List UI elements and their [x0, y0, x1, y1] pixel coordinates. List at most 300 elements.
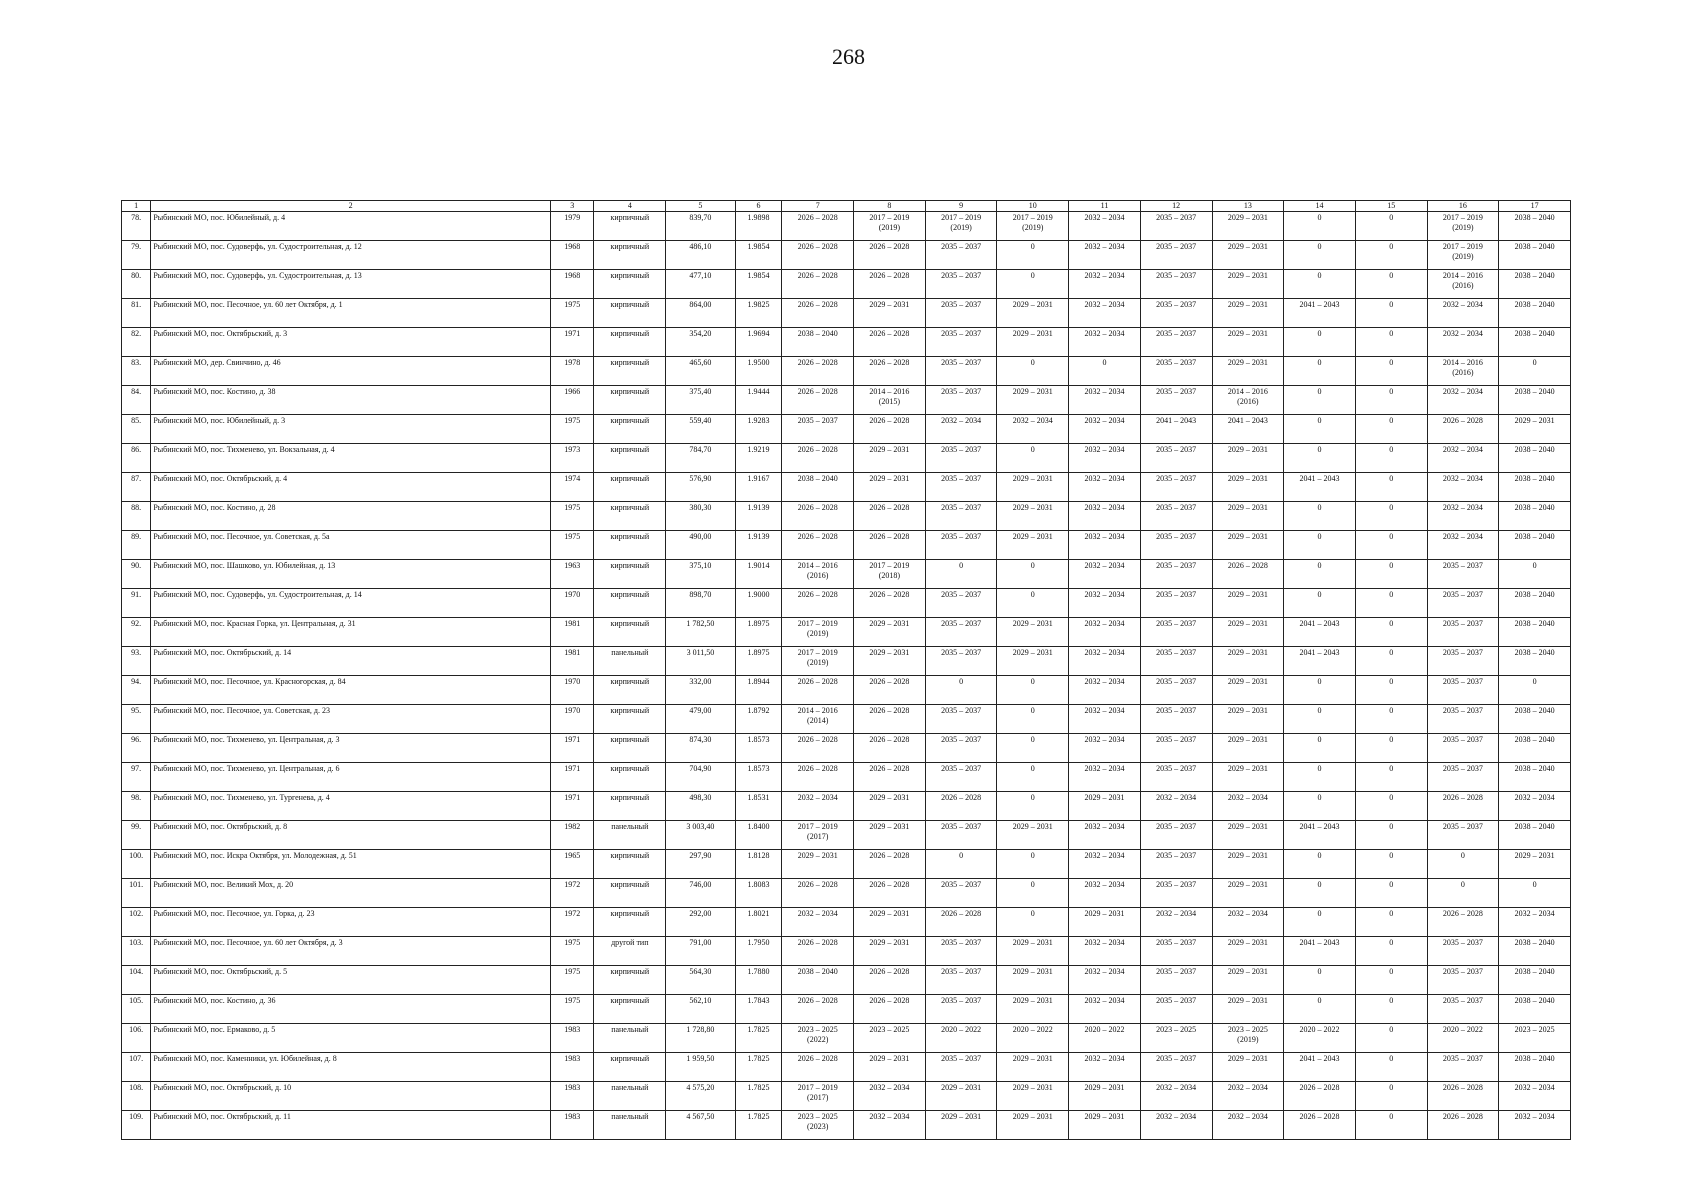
table-cell: 106. [122, 1024, 151, 1053]
cell-line: 2023 – 2025 [797, 1025, 838, 1034]
cell-line: 2029 – 2031 [869, 938, 910, 947]
cell-line: 2029 – 2031 [1227, 619, 1268, 628]
table-cell: панельный [594, 1111, 666, 1140]
cell-line: 0 [1317, 445, 1322, 454]
cell-line: 2029 – 2031 [941, 1083, 982, 1092]
cell-line: 2017 – 2019 [869, 213, 910, 222]
cell-line: 2014 – 2016 [797, 561, 838, 570]
table-cell [997, 618, 1069, 647]
cell-line: 2026 – 2028 [1227, 561, 1268, 570]
cell-line: 2032 – 2034 [1084, 329, 1125, 338]
table-cell [1140, 531, 1212, 560]
table-cell: панельный [594, 1024, 666, 1053]
table-cell [925, 618, 997, 647]
table-cell [997, 531, 1069, 560]
table-cell: Рыбинский МО, пос. Октябрьский, д. 5 [151, 966, 551, 995]
cell-line: 2035 – 2037 [941, 764, 982, 773]
table-cell: кирпичный [594, 734, 666, 763]
table-cell: 1963 [551, 560, 594, 589]
table-cell [854, 734, 926, 763]
cell-line: 2035 – 2037 [1442, 590, 1483, 599]
table-cell [1284, 357, 1356, 386]
cell-line: 2035 – 2037 [1442, 735, 1483, 744]
table-cell [1499, 589, 1571, 618]
cell-line: 2029 – 2031 [1227, 967, 1268, 976]
table-cell: 104. [122, 966, 151, 995]
table-cell: Рыбинский МО, пос. Судоверфь, ул. Судостроительная, д. 14 [151, 589, 551, 618]
table-cell [854, 908, 926, 937]
cell-line: 2029 – 2031 [1227, 445, 1268, 454]
cell-line: 2035 – 2037 [1156, 503, 1197, 512]
table-cell [925, 589, 997, 618]
table-cell [1069, 763, 1141, 792]
cell-line: 2026 – 2028 [869, 706, 910, 715]
cell-line: 2029 – 2031 [1227, 764, 1268, 773]
table-cell [1069, 792, 1141, 821]
table-row [122, 734, 1571, 763]
table-cell: 1983 [551, 1053, 594, 1082]
cell-line: 0 [1389, 329, 1394, 338]
cell-line: 2029 – 2031 [1012, 300, 1053, 309]
table-cell [1140, 473, 1212, 502]
table-cell [1069, 908, 1141, 937]
table-cell: кирпичный [594, 879, 666, 908]
cell-line: 0 [1389, 822, 1394, 831]
table-cell: 107. [122, 1053, 151, 1082]
cell-line: 2026 – 2028 [1442, 1083, 1483, 1092]
cell-line: 2038 – 2040 [1514, 329, 1555, 338]
table-cell [1069, 589, 1141, 618]
cell-line: 2014 – 2016 [1442, 271, 1483, 280]
cell-line: 2035 – 2037 [1156, 358, 1197, 367]
table-cell [1355, 908, 1427, 937]
table-cell [997, 560, 1069, 589]
table-cell [1499, 647, 1571, 676]
table-cell [1069, 676, 1141, 705]
cell-line: 2023 – 2025 [1227, 1025, 1268, 1034]
table-cell [1212, 850, 1284, 879]
cell-line: (2019) [1237, 1035, 1259, 1044]
table-cell [1140, 589, 1212, 618]
table-cell [854, 212, 926, 241]
table-cell [1355, 792, 1427, 821]
table-cell [1069, 647, 1141, 676]
cell-line: 0 [1317, 503, 1322, 512]
table-cell [1140, 299, 1212, 328]
table-cell: 1.9219 [735, 444, 782, 473]
table-cell [782, 937, 854, 966]
table-cell: 559,40 [666, 415, 736, 444]
cell-line: 2032 – 2034 [797, 793, 838, 802]
cell-line: 2023 – 2025 [1514, 1025, 1555, 1034]
cell-line: 2032 – 2034 [1084, 532, 1125, 541]
table-cell: Рыбинский МО, пос. Октябрьский, д. 14 [151, 647, 551, 676]
table-cell [1427, 937, 1499, 966]
table-cell: Рыбинский МО, пос. Октябрьский, д. 4 [151, 473, 551, 502]
column-header: 5 [666, 201, 736, 212]
table-cell: 1975 [551, 966, 594, 995]
cell-line: 0 [1389, 1083, 1394, 1092]
table-cell [1212, 328, 1284, 357]
cell-line: 2035 – 2037 [941, 822, 982, 831]
cell-line: 2038 – 2040 [1514, 1054, 1555, 1063]
table-cell [1427, 1024, 1499, 1053]
cell-line: 0 [1030, 793, 1035, 802]
table-row [122, 328, 1571, 357]
table-cell: Рыбинский МО, пос. Песочное, ул. Красногорская, д. 84 [151, 676, 551, 705]
cell-line: 2026 – 2028 [1299, 1112, 1340, 1121]
table-cell: 1.9139 [735, 531, 782, 560]
table-cell [997, 647, 1069, 676]
table-cell [1427, 850, 1499, 879]
table-cell [1212, 676, 1284, 705]
cell-line: 2029 – 2031 [1012, 1083, 1053, 1092]
cell-line: 2029 – 2031 [1012, 329, 1053, 338]
table-cell: Рыбинский МО, пос. Каменники, ул. Юбилейная, д. 8 [151, 1053, 551, 1082]
table-body [122, 201, 1571, 1140]
cell-line: 2035 – 2037 [1156, 387, 1197, 396]
table-cell [1069, 995, 1141, 1024]
table-cell [854, 241, 926, 270]
cell-line: 2032 – 2034 [1156, 1112, 1197, 1121]
table-cell [997, 415, 1069, 444]
table-row [122, 212, 1571, 241]
table-cell [782, 966, 854, 995]
table-cell [854, 357, 926, 386]
cell-line: 2035 – 2037 [1156, 677, 1197, 686]
table-cell: кирпичный [594, 386, 666, 415]
table-cell [1140, 705, 1212, 734]
cell-line: 0 [1317, 358, 1322, 367]
cell-line: 2032 – 2034 [1084, 503, 1125, 512]
cell-line: 2035 – 2037 [1442, 648, 1483, 657]
cell-line: (2019) [807, 629, 829, 638]
column-header: 8 [854, 201, 926, 212]
table-cell [1427, 763, 1499, 792]
table-cell: 1.9444 [735, 386, 782, 415]
cell-line: 2038 – 2040 [1514, 619, 1555, 628]
table-cell: кирпичный [594, 473, 666, 502]
table-cell [1140, 937, 1212, 966]
table-cell: 79. [122, 241, 151, 270]
table-cell [1355, 241, 1427, 270]
table-cell: 498,30 [666, 792, 736, 821]
table-cell [854, 444, 926, 473]
column-header: 6 [735, 201, 782, 212]
cell-line: 0 [1317, 764, 1322, 773]
cell-line: 0 [1532, 880, 1537, 889]
cell-line: 2026 – 2028 [869, 677, 910, 686]
table-cell: кирпичный [594, 995, 666, 1024]
table-cell [782, 1082, 854, 1111]
table-cell: кирпичный [594, 705, 666, 734]
cell-line: 2035 – 2037 [1442, 967, 1483, 976]
table-header-row [122, 201, 1571, 212]
cell-line: 2014 – 2016 [1442, 358, 1483, 367]
cell-line: 2032 – 2034 [1514, 1112, 1555, 1121]
cell-line: 2038 – 2040 [1514, 300, 1555, 309]
cell-line: 2032 – 2034 [1084, 300, 1125, 309]
table-cell: 1981 [551, 647, 594, 676]
table-cell [1069, 560, 1141, 589]
cell-line: 2032 – 2034 [1084, 561, 1125, 570]
cell-line: 2035 – 2037 [941, 474, 982, 483]
table-cell [1427, 560, 1499, 589]
table-cell [854, 1053, 926, 1082]
table-row [122, 415, 1571, 444]
table-cell [1212, 734, 1284, 763]
table-cell [1140, 357, 1212, 386]
table-cell [997, 357, 1069, 386]
table-cell [997, 705, 1069, 734]
table-cell [1499, 995, 1571, 1024]
table-cell [782, 328, 854, 357]
table-cell [1284, 444, 1356, 473]
table-cell [1069, 879, 1141, 908]
table-cell: Рыбинский МО, пос. Октябрьский, д. 8 [151, 821, 551, 850]
table-cell [782, 1053, 854, 1082]
cell-line: 2026 – 2028 [869, 358, 910, 367]
cell-line: 2026 – 2028 [797, 764, 838, 773]
table-cell: панельный [594, 647, 666, 676]
table-cell [1355, 850, 1427, 879]
column-header: 14 [1284, 201, 1356, 212]
cell-line: 2035 – 2037 [941, 619, 982, 628]
table-cell [925, 937, 997, 966]
table-cell: 1972 [551, 879, 594, 908]
table-cell [997, 444, 1069, 473]
cell-line: 2032 – 2034 [1084, 880, 1125, 889]
table-cell [997, 299, 1069, 328]
table-cell [1069, 473, 1141, 502]
cell-line: 2026 – 2028 [797, 300, 838, 309]
cell-line: 2029 – 2031 [1012, 648, 1053, 657]
table-cell: 1.9898 [735, 212, 782, 241]
table-cell [854, 1082, 926, 1111]
cell-line: 2038 – 2040 [1514, 764, 1555, 773]
table-cell [1069, 937, 1141, 966]
table-cell: 84. [122, 386, 151, 415]
table-cell [997, 937, 1069, 966]
cell-line: 2035 – 2037 [941, 242, 982, 251]
table-cell: кирпичный [594, 763, 666, 792]
table-cell: 85. [122, 415, 151, 444]
cell-line: 2032 – 2034 [1084, 822, 1125, 831]
cell-line: 2035 – 2037 [1156, 300, 1197, 309]
table-cell [1427, 502, 1499, 531]
cell-line: (2016) [1452, 368, 1474, 377]
table-cell [997, 386, 1069, 415]
table-cell [1427, 473, 1499, 502]
table-cell [1284, 241, 1356, 270]
cell-line: 2026 – 2028 [869, 416, 910, 425]
cell-line: 2032 – 2034 [1084, 445, 1125, 454]
cell-line: 2032 – 2034 [1084, 996, 1125, 1005]
table-cell [1212, 531, 1284, 560]
table-cell [997, 1082, 1069, 1111]
cell-line: 0 [1389, 967, 1394, 976]
table-cell [1355, 560, 1427, 589]
cell-line: 2032 – 2034 [1084, 213, 1125, 222]
cell-line: 2017 – 2019 [941, 213, 982, 222]
table-cell [1069, 966, 1141, 995]
table-row [122, 676, 1571, 705]
table-cell [1069, 821, 1141, 850]
cell-line: 2038 – 2040 [1514, 706, 1555, 715]
cell-line: 2017 – 2019 [869, 561, 910, 570]
table-row [122, 1024, 1571, 1053]
table-row [122, 879, 1571, 908]
cell-line: 2026 – 2028 [869, 503, 910, 512]
table-cell: 1.9854 [735, 241, 782, 270]
table-cell [1140, 444, 1212, 473]
cell-line: 2029 – 2031 [1227, 503, 1268, 512]
table-cell [925, 879, 997, 908]
table-cell [997, 1111, 1069, 1140]
cell-line: 2032 – 2034 [1514, 1083, 1555, 1092]
column-header: 10 [997, 201, 1069, 212]
table-cell [1427, 647, 1499, 676]
table-cell: Рыбинский МО, пос. Песочное, ул. 60 лет Октября, д. 3 [151, 937, 551, 966]
table-cell [1212, 1111, 1284, 1140]
table-cell [854, 792, 926, 821]
table-cell [1284, 734, 1356, 763]
cell-line: 2017 – 2019 [797, 619, 838, 628]
table-cell: 1975 [551, 937, 594, 966]
cell-line: 2035 – 2037 [941, 938, 982, 947]
cell-line: 2035 – 2037 [1442, 764, 1483, 773]
table-cell [1499, 415, 1571, 444]
cell-line: 2017 – 2019 [1442, 242, 1483, 251]
cell-line: 2029 – 2031 [869, 822, 910, 831]
table-cell [1212, 792, 1284, 821]
cell-line: 2026 – 2028 [797, 445, 838, 454]
table-cell [1212, 821, 1284, 850]
table-cell [782, 821, 854, 850]
cell-line: 0 [1389, 590, 1394, 599]
cell-line: 2032 – 2034 [1227, 909, 1268, 918]
table-cell [1212, 299, 1284, 328]
cell-line: 0 [1389, 851, 1394, 860]
cell-line: 2035 – 2037 [941, 445, 982, 454]
cell-line: 0 [1389, 619, 1394, 628]
table-cell: 87. [122, 473, 151, 502]
table-cell [1212, 444, 1284, 473]
table-cell: Рыбинский МО, пос. Тихменево, ул. Тургенева, д. 4 [151, 792, 551, 821]
table-cell [1284, 589, 1356, 618]
table-cell: Рыбинский МО, пос. Песочное, ул. Советская, д. 23 [151, 705, 551, 734]
table-cell [1427, 995, 1499, 1024]
table-cell [1284, 618, 1356, 647]
table-cell [1069, 328, 1141, 357]
table-cell: Рыбинский МО, дер. Свинчино, д. 46 [151, 357, 551, 386]
cell-line: (2019) [1452, 252, 1474, 261]
cell-line: 2029 – 2031 [869, 445, 910, 454]
table-row [122, 618, 1571, 647]
cell-line: 2026 – 2028 [797, 590, 838, 599]
column-header: 16 [1427, 201, 1499, 212]
cell-line: 2026 – 2028 [797, 532, 838, 541]
table-cell: 1.9825 [735, 299, 782, 328]
cell-line: 2032 – 2034 [869, 1112, 910, 1121]
table-cell [1212, 1053, 1284, 1082]
table-cell [1069, 502, 1141, 531]
table-cell: 1.9000 [735, 589, 782, 618]
table-cell [925, 502, 997, 531]
cell-line: 2026 – 2028 [1442, 1112, 1483, 1121]
cell-line: 2032 – 2034 [1012, 416, 1053, 425]
table-cell [782, 1024, 854, 1053]
cell-line: 0 [1030, 909, 1035, 918]
cell-line: 2029 – 2031 [1012, 1112, 1053, 1121]
cell-line: 2029 – 2031 [1012, 503, 1053, 512]
cell-line: 0 [1317, 329, 1322, 338]
table-cell [1069, 1053, 1141, 1082]
column-header: 1 [122, 201, 151, 212]
cell-line: 0 [1317, 880, 1322, 889]
cell-line: 2035 – 2037 [1156, 1054, 1197, 1063]
cell-line: 2038 – 2040 [797, 329, 838, 338]
cell-line: (2019) [950, 223, 972, 232]
cell-line: 2035 – 2037 [941, 706, 982, 715]
cell-line: 2029 – 2031 [1227, 590, 1268, 599]
table-cell [1284, 937, 1356, 966]
table-cell: 1.7950 [735, 937, 782, 966]
table-cell: 1968 [551, 270, 594, 299]
table-cell [854, 618, 926, 647]
table-cell [997, 763, 1069, 792]
table-cell [925, 560, 997, 589]
table-cell [1284, 995, 1356, 1024]
table-cell: 1970 [551, 676, 594, 705]
table-cell [854, 705, 926, 734]
cell-line: 2026 – 2028 [941, 909, 982, 918]
table-cell: 354,20 [666, 328, 736, 357]
cell-line: 2032 – 2034 [1442, 532, 1483, 541]
table-cell [1212, 270, 1284, 299]
cell-line: 0 [1317, 735, 1322, 744]
table-cell: 109. [122, 1111, 151, 1140]
cell-line: 2032 – 2034 [1442, 445, 1483, 454]
table-cell: 1983 [551, 1024, 594, 1053]
cell-line: 2035 – 2037 [941, 300, 982, 309]
table-cell [997, 270, 1069, 299]
table-cell [1499, 270, 1571, 299]
table-cell: 1971 [551, 328, 594, 357]
table-cell: 375,40 [666, 386, 736, 415]
cell-line: 0 [1389, 387, 1394, 396]
table-cell: Рыбинский МО, пос. Тихменево, ул. Центральная, д. 3 [151, 734, 551, 763]
table-cell [1212, 415, 1284, 444]
table-cell: 1973 [551, 444, 594, 473]
cell-line: 2026 – 2028 [1442, 416, 1483, 425]
table-cell [854, 676, 926, 705]
table-cell [1355, 299, 1427, 328]
cell-line: 0 [1460, 880, 1465, 889]
cell-line: 2032 – 2034 [869, 1083, 910, 1092]
table-cell [925, 357, 997, 386]
cell-line: 0 [1389, 793, 1394, 802]
table-cell: 101. [122, 879, 151, 908]
table-cell [1499, 879, 1571, 908]
cell-line: 0 [1317, 851, 1322, 860]
table-cell [1284, 212, 1356, 241]
cell-line: (2019) [1452, 223, 1474, 232]
cell-line: 2041 – 2043 [1299, 619, 1340, 628]
cell-line: 0 [1030, 271, 1035, 280]
table-cell: Рыбинский МО, пос. Искра Октября, ул. Молодежная, д. 51 [151, 850, 551, 879]
table-cell [854, 386, 926, 415]
